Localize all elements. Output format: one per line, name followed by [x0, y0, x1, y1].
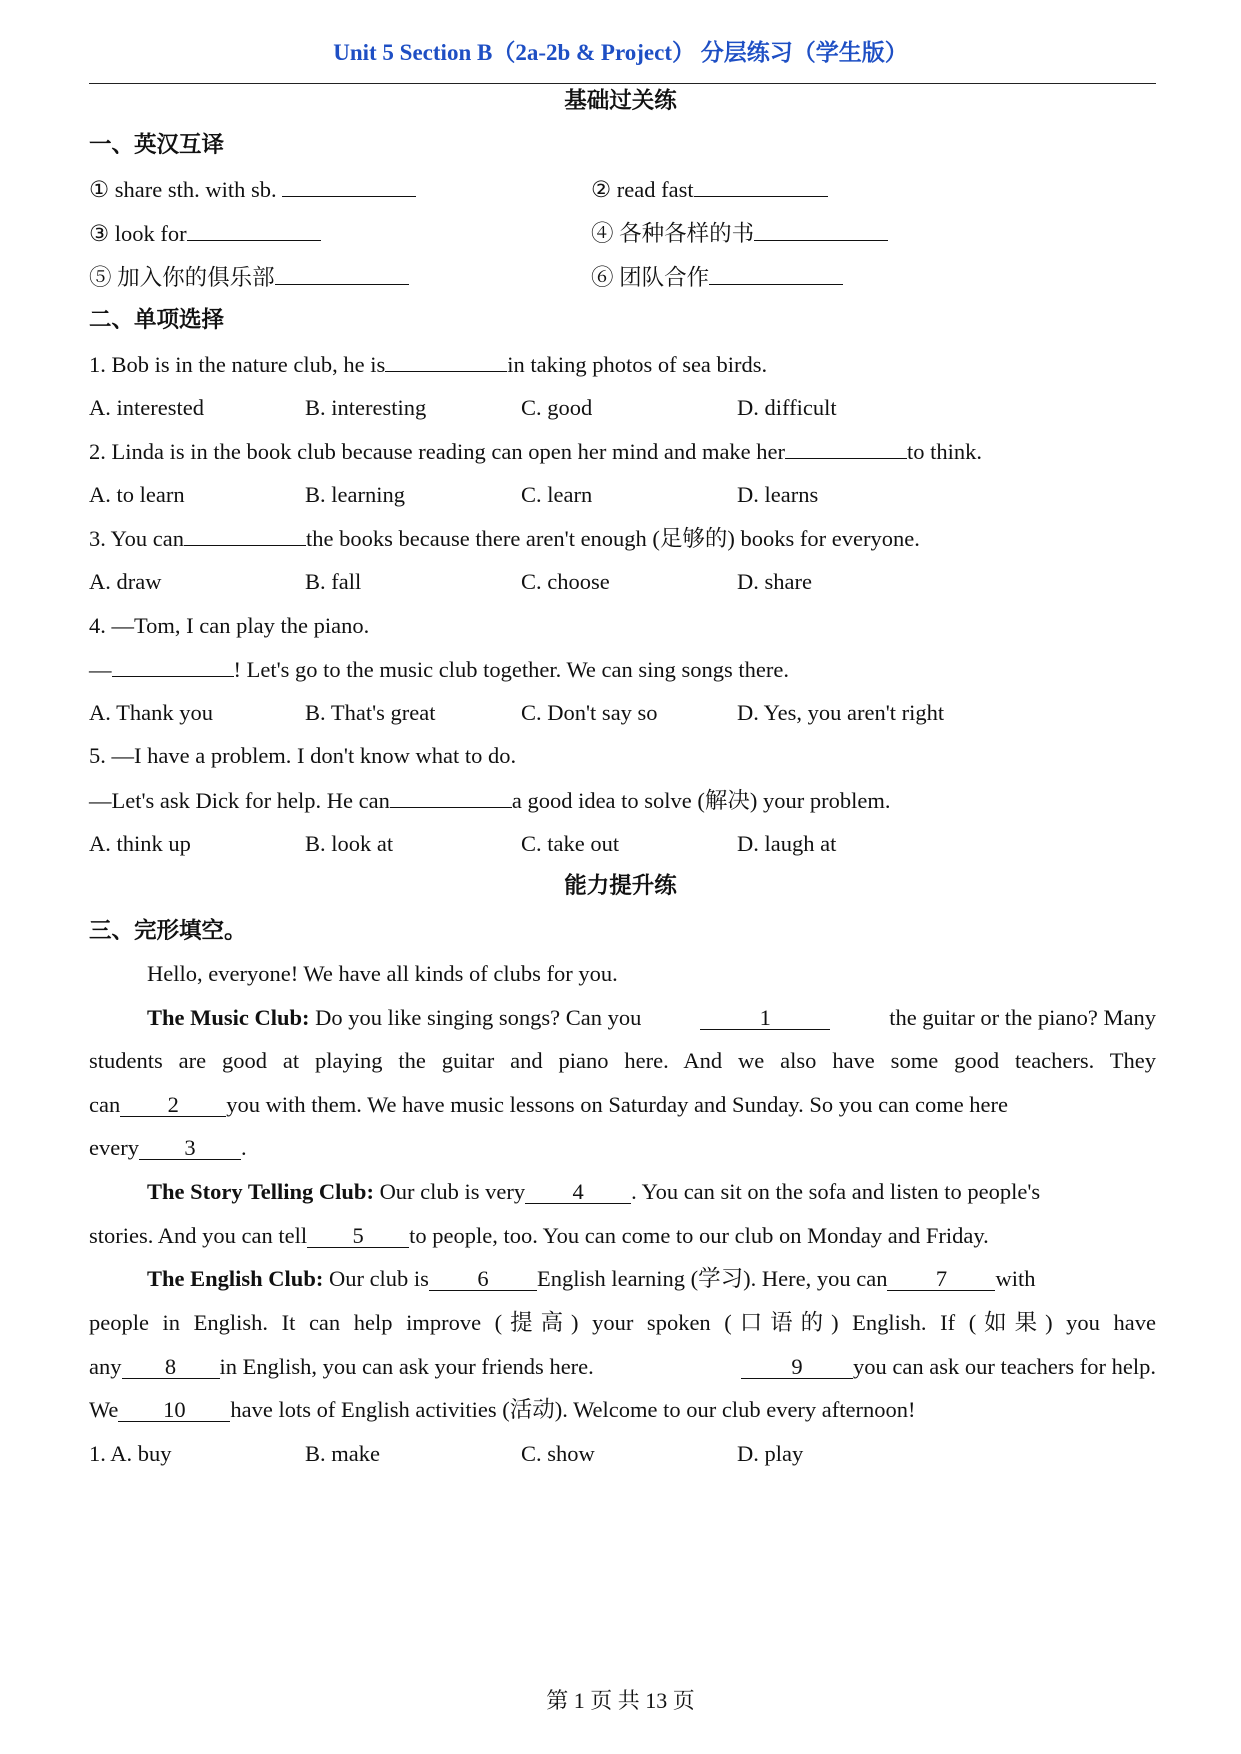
cloze-music-line-4: every 3 . [89, 1135, 247, 1160]
cloze-blank-9: 9 [741, 1356, 853, 1379]
advanced-practice-title: 能力提升练 [564, 873, 677, 898]
music-club-heading: The Music Club: [147, 1005, 310, 1030]
translate-item-5: ⑤ 加入你的俱乐部 [89, 262, 409, 293]
q4-option-b: B. That's great [305, 700, 436, 725]
answer-blank [275, 262, 409, 285]
question-4-line-1: 4. —Tom, I can play the piano. [89, 613, 370, 638]
q3-option-b: B. fall [305, 569, 362, 594]
cloze-q1-option-b: B. make [305, 1441, 380, 1466]
q3-option-d: D. share [737, 569, 812, 594]
cloze-blank-4: 4 [525, 1181, 631, 1204]
answer-blank [282, 174, 416, 197]
cloze-blank-6: 6 [429, 1268, 537, 1291]
cloze-music-line-2: students are good at playing the guitar and piano here. And we also have some good teachers. They [89, 1048, 1156, 1073]
question-1: 1. Bob is in the nature club, he is in taking photos of sea birds. [89, 349, 767, 380]
answer-blank [785, 436, 907, 459]
q2-option-a: A. to learn [89, 482, 185, 507]
q4-option-a: A. Thank you [89, 700, 213, 725]
q2-option-d: D. learns [737, 482, 819, 507]
q4-option-d: D. Yes, you aren't right [737, 700, 945, 725]
q2-option-c: C. learn [521, 482, 593, 507]
answer-blank [184, 523, 306, 546]
translate-item-6: ⑥ 团队合作 [591, 262, 843, 293]
translate-item-2: ② read fast [591, 174, 828, 205]
cloze-q1-option-d: D. play [737, 1441, 804, 1466]
header-divider [89, 83, 1156, 84]
cloze-story-line-2: stories. And you can tell 5 to people, too. You can come to our club on Monday and Friday. [89, 1223, 989, 1248]
document-header-title: Unit 5 Section B（2a-2b & Project） 分层练习（学生版） [333, 40, 908, 65]
q5-option-c: C. take out [521, 831, 620, 856]
q4-option-c: C. Don't say so [521, 700, 658, 725]
answer-blank [694, 174, 828, 197]
cloze-english-line-3: any 8 in English, you can ask your friends here. 9 you can ask our teachers for help. [89, 1354, 1156, 1379]
question-5-line-2: —Let's ask Dick for help. He can a good idea to solve (解决) your problem. [89, 785, 891, 816]
answer-blank [754, 218, 888, 241]
cloze-q1-option-c: C. show [521, 1441, 595, 1466]
cloze-english-line-1: The English Club: Our club is 6 English learning (学习). Here, you can 7 with [147, 1266, 1036, 1291]
q3-option-a: A. draw [89, 569, 162, 594]
q1-option-d: D. difficult [737, 395, 837, 420]
cloze-blank-3: 3 [139, 1137, 241, 1160]
q5-option-d: D. laugh at [737, 831, 837, 856]
section-3-title: 三、完形填空。 [89, 918, 247, 943]
section-1-title: 一、英汉互译 [89, 132, 225, 157]
q2-option-b: B. learning [305, 482, 405, 507]
page-footer: 第 1 页 共 13 页 [546, 1688, 695, 1713]
story-club-heading: The Story Telling Club: [147, 1179, 374, 1204]
q5-option-a: A. think up [89, 831, 191, 856]
question-3: 3. You can the books because there aren't enough (足够的) books for everyone. [89, 523, 920, 554]
q3-option-c: C. choose [521, 569, 610, 594]
answer-blank [709, 262, 843, 285]
cloze-blank-7: 7 [887, 1268, 995, 1291]
question-5-line-1: 5. —I have a problem. I don't know what to do. [89, 743, 517, 768]
section-2-title: 二、单项选择 [89, 307, 225, 332]
q5-option-b: B. look at [305, 831, 394, 856]
q1-option-c: C. good [521, 395, 593, 420]
question-2: 2. Linda is in the book club because reading can open her mind and make her to think. [89, 436, 982, 467]
answer-blank [390, 785, 512, 808]
cloze-intro: Hello, everyone! We have all kinds of clubs for you. [147, 961, 618, 986]
cloze-blank-10: 10 [118, 1399, 230, 1422]
q1-option-b: B. interesting [305, 395, 427, 420]
answer-blank [112, 654, 234, 677]
q1-option-a: A. interested [89, 395, 204, 420]
cloze-blank-1: 1 [700, 1007, 830, 1030]
cloze-english-line-2: people in English. It can help improve (提高) your spoken (口语的) English. If (如果) you have [89, 1310, 1156, 1335]
cloze-music-line-3: can 2 you with them. We have music lessons on Saturday and Sunday. So you can come here [89, 1092, 1009, 1117]
cloze-english-line-4: We 10 have lots of English activities (活动). Welcome to our club every afternoon! [89, 1397, 916, 1422]
cloze-blank-5: 5 [307, 1225, 409, 1248]
english-club-heading: The English Club: [147, 1266, 324, 1291]
answer-blank [385, 349, 507, 372]
basic-practice-title: 基础过关练 [564, 88, 677, 113]
question-4-line-2: — ! Let's go to the music club together. We can sing songs there. [89, 654, 789, 685]
translate-item-1: ① share sth. with sb. [89, 174, 416, 205]
cloze-blank-8: 8 [122, 1356, 220, 1379]
cloze-blank-2: 2 [120, 1094, 226, 1117]
translate-item-3: ③ look for [89, 218, 321, 249]
cloze-music-line-1: The Music Club: Do you like singing songs? Can you 1 the guitar or the piano? Many [147, 1005, 1156, 1030]
translate-item-4: ④ 各种各样的书 [591, 218, 888, 249]
cloze-story-line-1: The Story Telling Club: Our club is very 4 . You can sit on the sofa and listen to people's [147, 1179, 1041, 1204]
answer-blank [187, 218, 321, 241]
cloze-q1-option-a: 1. A. buy [89, 1441, 172, 1466]
